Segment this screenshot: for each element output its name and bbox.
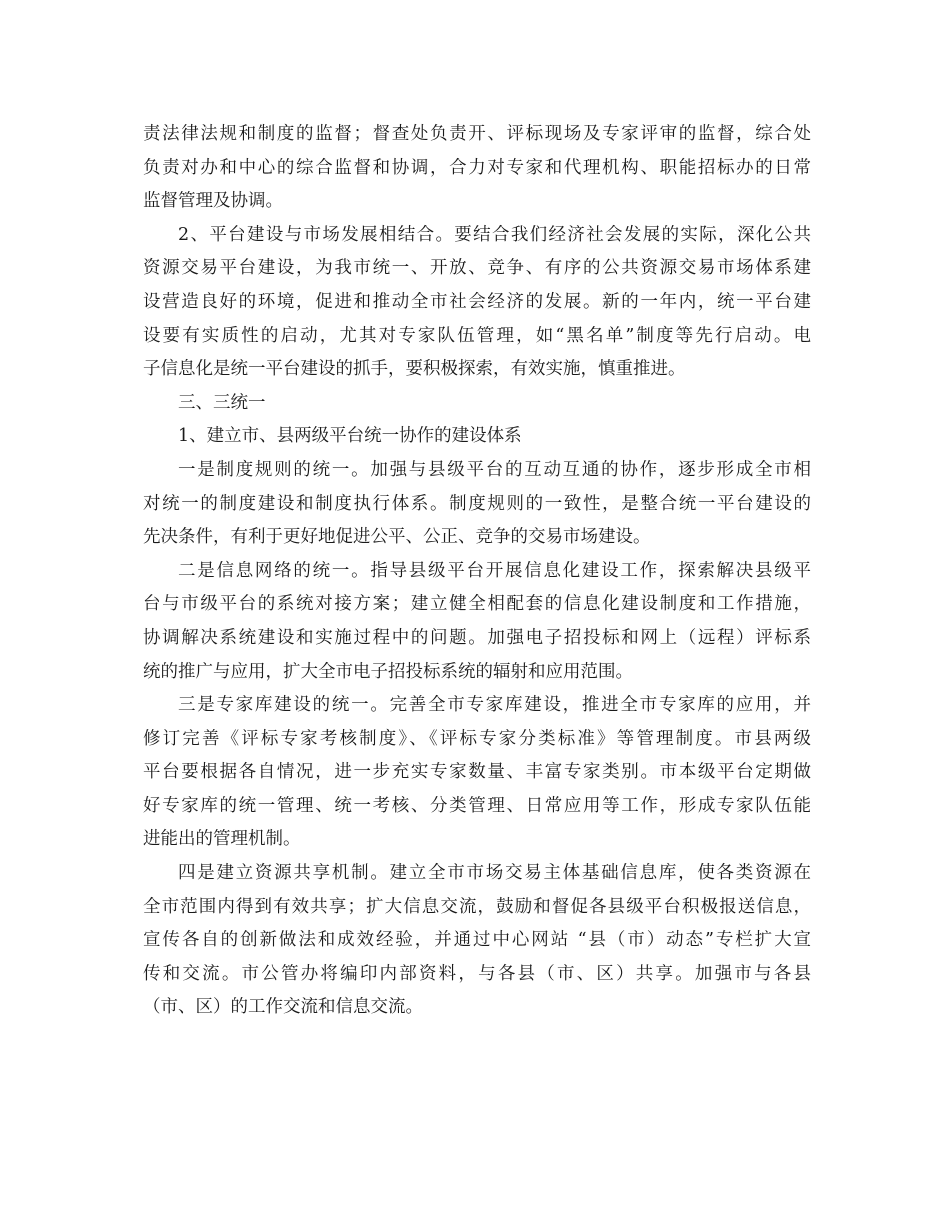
- text-line: 宣传各自的创新做法和成效经验，并通过中心网站 “县（市）动态”专栏扩大宣: [143, 930, 811, 951]
- text-line: 平台要根据各自情况，进一步充实专家数量、丰富专家类别。市本级平台定期做: [143, 762, 811, 783]
- text-line: （市、区）的工作交流和信息交流。: [143, 997, 423, 1018]
- text-line: 传和交流。市公管办将编印内部资料，与各县（市、区）共享。加强市与各县: [143, 963, 811, 984]
- text-line: 对统一的制度建设和制度执行体系。制度规则的一致性，是整合统一平台建设的: [143, 493, 811, 514]
- paragraph-first-line: 四是建立资源共享机制。建立全市市场交易主体基础信息库，使各类资源在: [178, 863, 811, 884]
- text-line: 进能出的管理机制。: [143, 829, 301, 850]
- paragraph-first-line: 二是信息网络的统一。指导县级平台开展信息化建设工作，探索解决县级平: [178, 560, 811, 581]
- text-line: 修订完善《评标专家考核制度》、《评标专家分类标准》等管理制度。市县两级: [143, 728, 811, 749]
- text-line: 先决条件，有利于更好地促进公平、公正、竞争的交易市场建设。: [143, 527, 651, 548]
- document-body: [143, 118, 811, 1025]
- section-heading: 三、三统一: [178, 392, 266, 413]
- paragraph-first-line: 三是专家库建设的统一。完善全市专家库建设，推进全市专家库的应用，并: [178, 695, 811, 716]
- text-line: 协调解决系统建设和实施过程中的问题。加强电子招投标和网上（远程）评标系: [143, 627, 811, 648]
- subsection-heading: 1、建立市、县两级平台统一协作的建设体系: [178, 426, 522, 447]
- text-line: 责法律法规和制度的监督；督查处负责开、评标现场及专家评审的监督，综合处: [143, 124, 811, 144]
- paragraph-first-line: 一是制度规则的统一。加强与县级平台的互动互通的协作，逐步形成全市相: [178, 459, 811, 480]
- text-line: 全市范围内得到有效共享；扩大信息交流，鼓励和督促各县级平台积极报送信息，: [143, 896, 811, 917]
- paragraph-first-line: 2、平台建设与市场发展相结合。要结合我们经济社会发展的实际，深化公共: [178, 224, 811, 245]
- text-line: 负责对办和中心的综合监督和协调，合力对专家和代理机构、职能招标办的日常: [143, 157, 811, 178]
- text-line: 统的推广与应用，扩大全市电子招投标系统的辐射和应用范围。: [143, 661, 633, 682]
- text-line: 监督管理及协调。: [143, 191, 283, 212]
- text-line: 资源交易平台建设，为我市统一、开放、竞争、有序的公共资源交易市场体系建: [143, 258, 811, 279]
- text-line: 设营造良好的环境，促进和推动全市社会经济的发展。新的一年内，统一平台建: [143, 291, 811, 312]
- text-line: 台与市级平台的系统对接方案；建立健全相配套的信息化建设制度和工作措施，: [143, 594, 811, 615]
- text-line: 设要有实质性的启动，尤其对专家队伍管理，如“黑名单”制度等先行启动。电: [143, 325, 811, 346]
- text-line: 子信息化是统一平台建设的抓手，要积极探索，有效实施，慎重推进。: [143, 359, 686, 380]
- text-line: 好专家库的统一管理、统一考核、分类管理、日常应用等工作，形成专家队伍能: [143, 795, 811, 816]
